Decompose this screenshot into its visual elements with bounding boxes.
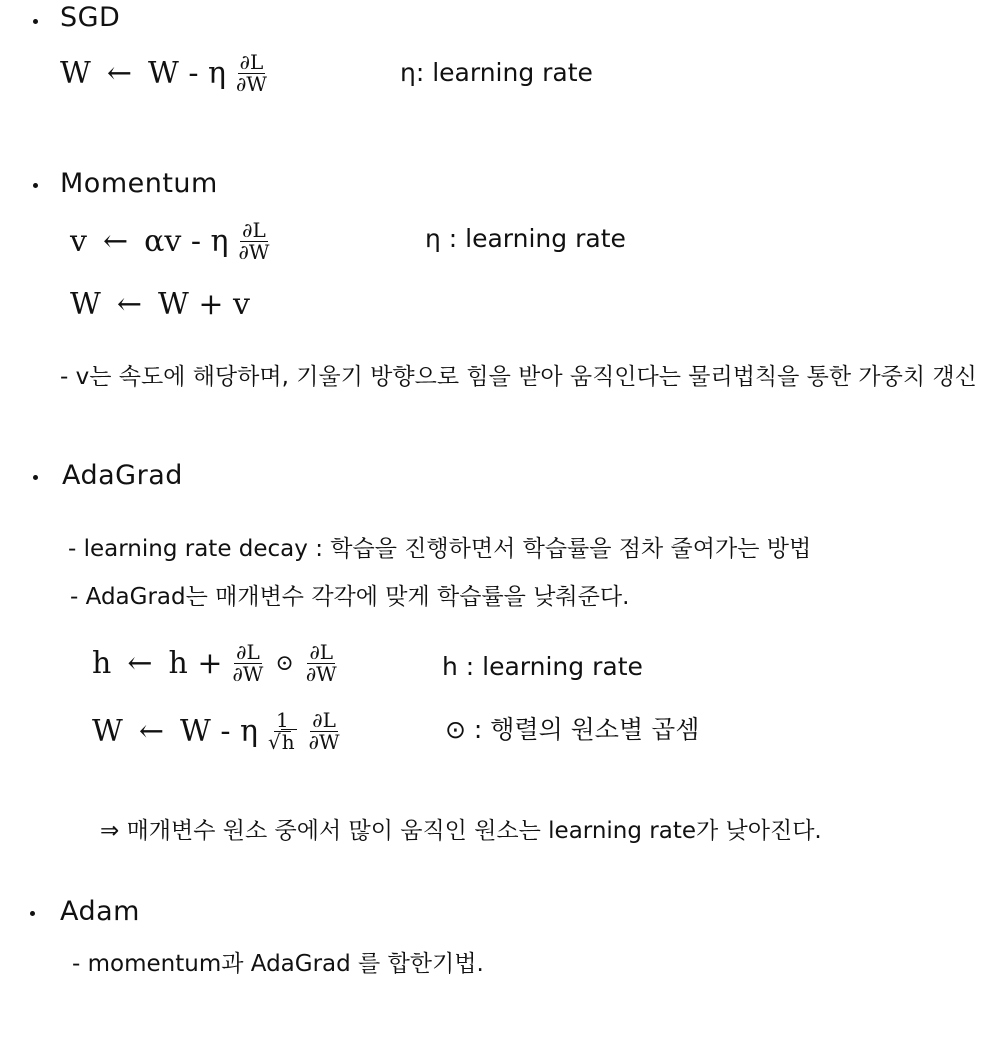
sgd-heading: SGD [60, 2, 121, 33]
formula-lhs: W [60, 56, 91, 91]
adam-description-bullet: - momentum과 AdaGrad 를 합한기법. [72, 951, 484, 977]
adagrad-h-note: h : learning rate [442, 652, 643, 681]
left-arrow-icon: ← [127, 646, 153, 681]
adam-heading: Adam [60, 896, 140, 927]
fraction-numerator: ∂L [312, 708, 336, 732]
hadamard-product-icon: ⊙ [275, 651, 294, 676]
radicand: h [281, 730, 295, 754]
momentum-weight-formula [70, 287, 250, 322]
fraction-numerator: ∂L [239, 50, 264, 74]
fraction-numerator: ∂L [309, 640, 334, 664]
adagrad-h-formula [92, 642, 339, 685]
left-arrow-icon: ← [106, 56, 132, 91]
fraction-numerator: 1 [275, 708, 289, 732]
fraction-denominator: ∂W [238, 240, 270, 264]
formula-rhs: W - η [179, 714, 259, 749]
left-arrow-icon: ← [138, 714, 164, 749]
inverse-sqrt-fraction [266, 710, 299, 753]
momentum-heading: Momentum [60, 168, 218, 199]
formula-lhs: W [70, 287, 101, 322]
fraction-denominator: ∂W [305, 662, 337, 686]
gradient-fraction [234, 52, 269, 95]
left-arrow-icon: ← [102, 224, 129, 259]
fraction-denominator: ∂W [308, 730, 340, 754]
formula-lhs: v [70, 224, 87, 259]
bullet-dot [30, 911, 35, 916]
gradient-fraction [230, 642, 265, 685]
fraction-numerator: ∂L [236, 640, 260, 664]
adagrad-lr-decay-bullet: - learning rate decay : 학습을 진행하면서 학습률을 점차 줄여가는 방법 [68, 536, 812, 562]
sgd-learning-rate-note: η: learning rate [400, 58, 593, 87]
adagrad-heading: AdaGrad [62, 460, 183, 491]
square-root-icon: √h [268, 730, 295, 754]
left-arrow-icon: ← [116, 287, 142, 322]
formula-lhs: W [92, 714, 123, 749]
momentum-velocity-formula [70, 220, 271, 263]
gradient-fraction [307, 710, 342, 753]
gradient-fraction [304, 642, 339, 685]
sgd-formula [60, 52, 269, 95]
gradient-fraction [236, 220, 271, 263]
bullet-dot [33, 19, 38, 24]
formula-lhs: h [92, 646, 112, 681]
momentum-learning-rate-note: η : learning rate [425, 224, 626, 253]
adagrad-conclusion: ⇒ 매개변수 원소 중에서 많이 움직인 원소는 learning rate가 낮아진다. [100, 818, 822, 844]
fraction-denominator: ∂W [232, 662, 264, 686]
adagrad-hadamard-note: ⊙ : 행렬의 원소별 곱셈 [445, 715, 700, 744]
adagrad-weight-formula [92, 710, 342, 753]
bullet-dot [33, 475, 38, 480]
fraction-denominator [266, 732, 299, 753]
fraction-denominator: ∂W [236, 72, 267, 96]
fraction-numerator: ∂L [242, 218, 266, 242]
adagrad-description-bullet: - AdaGrad는 매개변수 각각에 맞게 학습률을 낮춰준다. [70, 584, 630, 610]
bullet-dot [33, 183, 38, 188]
formula-rhs: W - η [147, 56, 227, 91]
formula-rhs: W + v [157, 287, 250, 322]
formula-rhs: αv - η [144, 224, 229, 259]
formula-rhs: h + [168, 646, 223, 681]
momentum-explanation: - v는 속도에 해당하며, 기울기 방향으로 힘을 받아 움직인다는 물리법칙을 통한 가중치 갱신 [60, 364, 977, 390]
